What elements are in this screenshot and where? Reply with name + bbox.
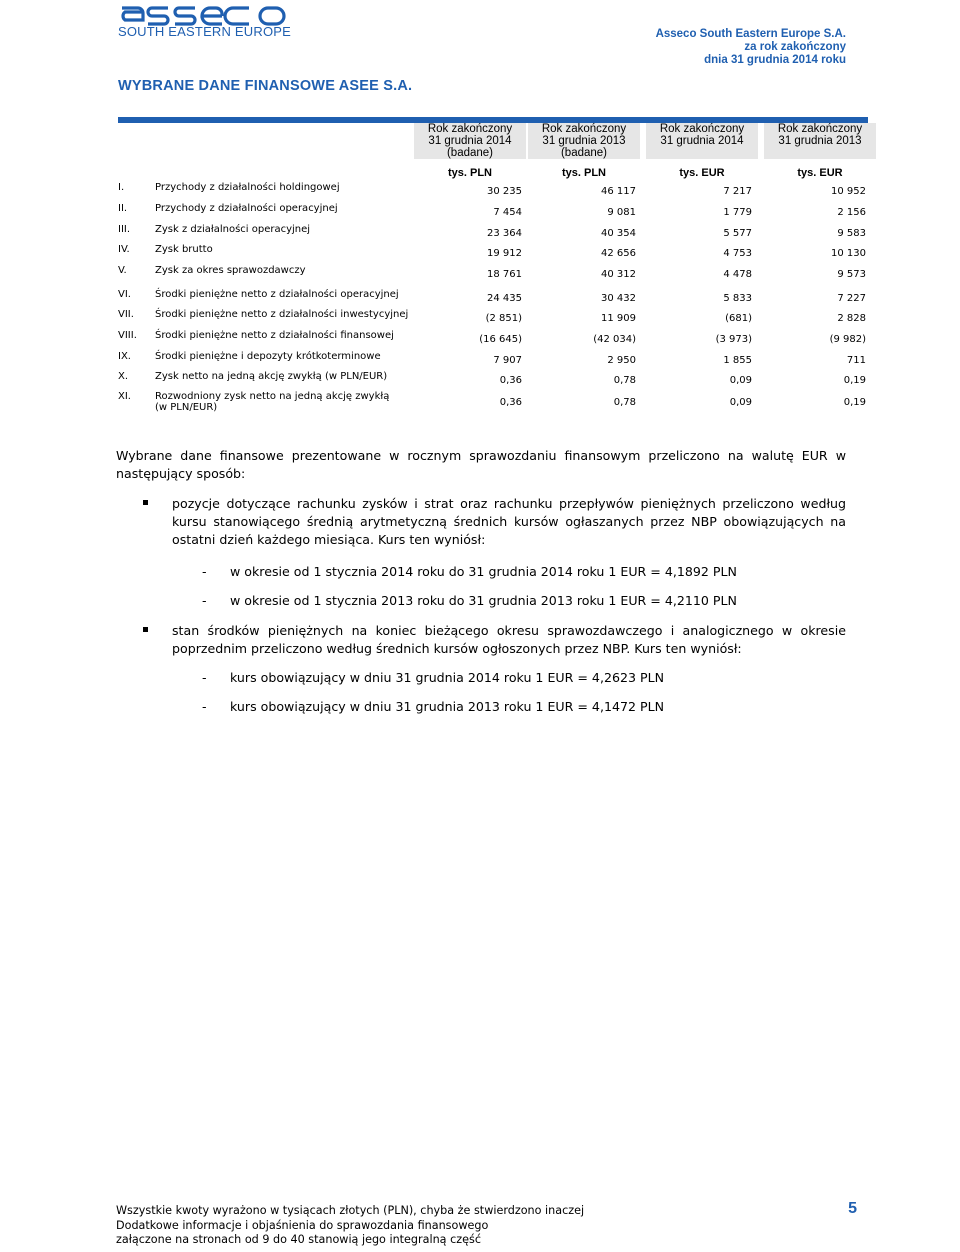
table-cell: 0,36 [499, 375, 522, 386]
bullet-1-text: pozycje dotyczące rachunku zysków i strat oraz rachunku przepływów pieniężnych przeliczono według kursu stanowiącego średnią arytmetyczną średnich kursów ogłaszanych przez NBP obowiązujących na ostatni dzień każdego miesiąca. Kurs ten wyniósł: [172, 496, 846, 547]
table-cell: 1 855 [723, 355, 752, 366]
table-cell: 0,78 [613, 397, 636, 408]
row-label-line: Środki pieniężne netto z działalności finansowej [155, 330, 394, 341]
table-cell: 10 952 [831, 186, 866, 197]
page-number: 5 [848, 1200, 857, 1217]
table-cell: 0,36 [499, 397, 522, 408]
table-cell: 4 478 [723, 269, 752, 280]
company-header [656, 28, 846, 67]
row-label [155, 371, 387, 382]
row-label [155, 224, 310, 235]
row-number: VI. [118, 289, 131, 300]
table-cell: 42 656 [601, 248, 636, 259]
table-cell: 24 435 [487, 293, 522, 304]
row-label-line: Rozwodniony zysk netto na jedną akcję zwykłą [155, 391, 390, 402]
dash-marker: - [202, 564, 207, 579]
table-cell: (3 973) [715, 334, 752, 345]
dash-marker: - [202, 593, 207, 608]
row-label-line: Środki pieniężne netto z działalności operacyjnej [155, 289, 399, 300]
page-footer [116, 1204, 584, 1248]
rate-item-4: kurs obowiązujący w dniu 31 grudnia 2013 roku 1 EUR = 4,1472 PLN [230, 699, 665, 714]
column-header-line: (badane) [560, 147, 608, 159]
table-cell: (2 851) [485, 313, 522, 324]
table-cell: 30 432 [601, 293, 636, 304]
row-label-line: Środki pieniężne netto z działalności inwestycyjnej [155, 309, 409, 320]
column-header-4 [764, 123, 876, 159]
row-label [155, 351, 381, 362]
table-cell: 0,19 [843, 397, 866, 408]
table-cell: 7 217 [723, 186, 752, 197]
table-cell: 11 909 [601, 313, 636, 324]
table-cell: 0,78 [613, 375, 636, 386]
row-label [155, 244, 213, 255]
column-unit-3: tys. EUR [679, 167, 725, 179]
row-label-line: (w PLN/EUR) [155, 402, 218, 413]
column-header-line: Rok zakończony [427, 123, 513, 135]
row-number: V. [118, 265, 127, 276]
table-cell: 0,09 [729, 375, 752, 386]
rate-item-1: w okresie od 1 stycznia 2014 roku do 31 grudnia 2014 roku 1 EUR = 4,1892 PLN [230, 564, 737, 579]
table-cell: 5 577 [723, 228, 752, 239]
column-unit-1: tys. PLN [447, 167, 492, 179]
table-cell: 9 081 [607, 207, 636, 218]
table-cell: 19 912 [487, 248, 522, 259]
table-cell: 5 833 [723, 293, 752, 304]
table-cell: 10 130 [831, 248, 866, 259]
column-header-1 [414, 123, 526, 159]
table-cell: 7 227 [837, 293, 866, 304]
row-number: I. [118, 182, 125, 193]
row-number: VIII. [118, 330, 137, 341]
logo-subtitle: SOUTH EASTERN EUROPE [118, 24, 292, 39]
table-cell: 40 354 [601, 228, 636, 239]
company-name: Asseco South Eastern Europe S.A. [655, 28, 846, 40]
table-cell: (681) [725, 313, 752, 324]
table-cell: 4 753 [723, 248, 752, 259]
row-label-line: Zysk za okres sprawozdawczy [155, 265, 306, 276]
intro-paragraph: Wybrane dane finansowe prezentowane w rocznym sprawozdaniu finansowym przeliczono na walutę EUR w następujący sposób: [116, 448, 846, 481]
table-cell: 1 779 [723, 207, 752, 218]
table-cell: 2 828 [837, 313, 866, 324]
row-number: IX. [118, 351, 131, 362]
row-label-line: Zysk netto na jedną akcję zwykłą (w PLN/EUR) [155, 371, 388, 382]
table-cell: 7 907 [493, 355, 522, 366]
table-cell: 9 573 [837, 269, 866, 280]
bullet-square-icon [143, 627, 148, 632]
period-line-1: za rok zakończony [744, 41, 846, 53]
column-header-line: Rok zakończony [659, 123, 745, 135]
row-label-line: Zysk z działalności operacyjnej [155, 224, 311, 235]
column-unit-4: tys. EUR [797, 167, 843, 179]
row-number: VII. [118, 309, 134, 320]
dash-marker: - [202, 699, 207, 714]
table-cell: 23 364 [487, 228, 522, 239]
table-cell: 711 [846, 355, 866, 366]
table-cell: (9 982) [829, 334, 866, 345]
table-cell: 30 235 [487, 186, 522, 197]
table-cell: 2 156 [837, 207, 866, 218]
table-cell: 2 950 [607, 355, 636, 366]
column-header-3 [646, 123, 758, 159]
table-cell: 0,09 [729, 397, 752, 408]
table-cell: 0,19 [843, 375, 866, 386]
row-label [155, 182, 340, 193]
rate-item-3: kurs obowiązujący w dniu 31 grudnia 2014 roku 1 EUR = 4,2623 PLN [230, 670, 665, 685]
row-number: XI. [118, 391, 131, 402]
column-header-line: 31 grudnia 2014 [660, 135, 744, 147]
footer-line-1: Wszystkie kwoty wyrażono w tysiącach złotych (PLN), chyba że stwierdzono inaczej [116, 1204, 585, 1217]
footer-line-2: Dodatkowe informacje i objaśnienia do sprawozdania finansowego [116, 1218, 489, 1232]
section-title: WYBRANE DANE FINANSOWE ASEE S.A. [118, 78, 413, 94]
asseco-logo [118, 0, 323, 42]
dash-marker: - [202, 670, 207, 685]
table-cell: 9 583 [837, 228, 866, 239]
column-header-line: (badane) [446, 147, 494, 159]
row-label-line: Przychody z działalności operacyjnej [155, 203, 338, 214]
row-label-line: Środki pieniężne i depozyty krótkoterminowe [155, 351, 381, 362]
table-cell: 18 761 [487, 269, 522, 280]
footer-line-3: załączone na stronach od 9 do 40 stanowią jego integralną część [116, 1233, 481, 1246]
column-header-line: Rok zakończony [777, 123, 863, 135]
rate-item-2: w okresie od 1 stycznia 2013 roku do 31 grudnia 2013 roku 1 EUR = 4,2110 PLN [230, 593, 737, 608]
column-header-line: 31 grudnia 2013 [542, 135, 626, 147]
column-header-2 [528, 123, 640, 159]
row-number: III. [118, 224, 131, 235]
table-cell: 46 117 [601, 186, 636, 197]
row-number: II. [118, 203, 128, 214]
row-label-line: Przychody z działalności holdingowej [155, 182, 340, 193]
row-label [155, 309, 408, 320]
table-cell: (16 645) [479, 334, 522, 345]
row-number: IV. [118, 244, 130, 255]
column-header-line: 31 grudnia 2014 [428, 135, 512, 147]
row-label [155, 330, 394, 341]
row-label [155, 265, 306, 276]
period-line-2: dnia 31 grudnia 2014 roku [704, 54, 846, 66]
table-cell: 40 312 [601, 269, 636, 280]
row-label [155, 203, 338, 214]
bullet-square-icon [143, 500, 148, 505]
table-cell: (42 034) [593, 334, 636, 345]
bullet-2-text: stan środków pieniężnych na koniec bieżącego okresu sprawozdawczego i analogicznego w okresie poprzednim przeliczono według średnich kursów ogłoszonych przez NBP. Kurs ten wyniósł: [172, 623, 846, 656]
column-header-line: Rok zakończony [541, 123, 627, 135]
row-label [155, 391, 389, 413]
column-unit-2: tys. PLN [561, 167, 606, 179]
row-label-line: Zysk brutto [155, 244, 213, 255]
row-label [155, 289, 399, 300]
column-header-line: 31 grudnia 2013 [778, 135, 862, 147]
row-number: X. [118, 371, 129, 382]
table-cell: 7 454 [493, 207, 522, 218]
